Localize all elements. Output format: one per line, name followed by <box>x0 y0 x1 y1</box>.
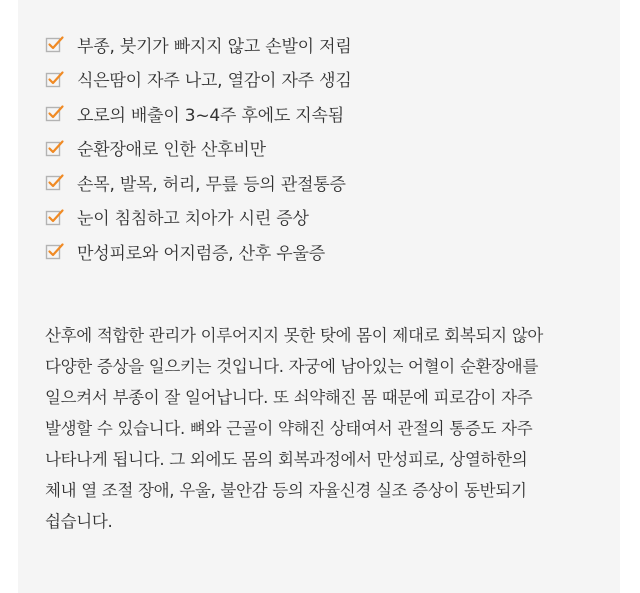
symptom-text: 눈이 침침하고 치아가 시린 증상 <box>77 209 309 230</box>
symptom-text: 부종, 붓기가 빠지지 않고 손발이 저림 <box>77 36 352 57</box>
description-paragraph <box>45 320 605 537</box>
checkbox-check-icon <box>45 172 65 192</box>
symptom-text: 손목, 발목, 허리, 무릎 등의 관절통증 <box>77 174 346 195</box>
description-line: 산후에 적합한 관리가 이루어지지 못한 탓에 몸이 제대로 회복되지 않아 <box>45 326 544 345</box>
symptom-text: 오로의 배출이 3~4주 후에도 지속됨 <box>77 105 344 126</box>
description-line: 발생할 수 있습니다. 뼈와 근골이 약해진 상태여서 관절의 통증도 자주 <box>45 419 533 438</box>
symptom-checklist <box>45 27 605 269</box>
description-line: 나타나게 됩니다. 그 외에도 몸의 회복과정에서 만성피로, 상열하한의 <box>45 450 528 469</box>
symptom-item <box>45 200 605 235</box>
checkbox-check-icon <box>45 103 65 123</box>
symptom-text: 식은땀이 자주 나고, 열감이 자주 생김 <box>77 71 352 92</box>
checkbox-check-icon <box>45 138 65 158</box>
checkbox-check-icon <box>45 69 65 89</box>
description-line: 체내 열 조절 장애, 우울, 불안감 등의 자율신경 실조 증상이 동반되기 <box>45 481 527 500</box>
content-panel <box>18 0 620 593</box>
symptom-item <box>45 62 605 97</box>
checkbox-check-icon <box>45 207 65 227</box>
description-line: 쉽습니다. <box>45 512 113 531</box>
symptom-item <box>45 234 605 269</box>
symptom-item <box>45 165 605 200</box>
symptom-item <box>45 131 605 166</box>
symptom-text: 순환장애로 인한 산후비만 <box>77 140 266 161</box>
checkbox-check-icon <box>45 34 65 54</box>
symptom-item <box>45 96 605 131</box>
symptom-item <box>45 27 605 62</box>
description-line: 일으켜서 부종이 잘 일어납니다. 또 쇠약해진 몸 때문에 피로감이 자주 <box>45 388 533 407</box>
symptom-text: 만성피로와 어지럼증, 산후 우울증 <box>77 243 325 264</box>
description-line: 다양한 증상을 일으키는 것입니다. 자궁에 남아있는 어혈이 순환장애를 <box>45 357 539 376</box>
checkbox-check-icon <box>45 241 65 261</box>
